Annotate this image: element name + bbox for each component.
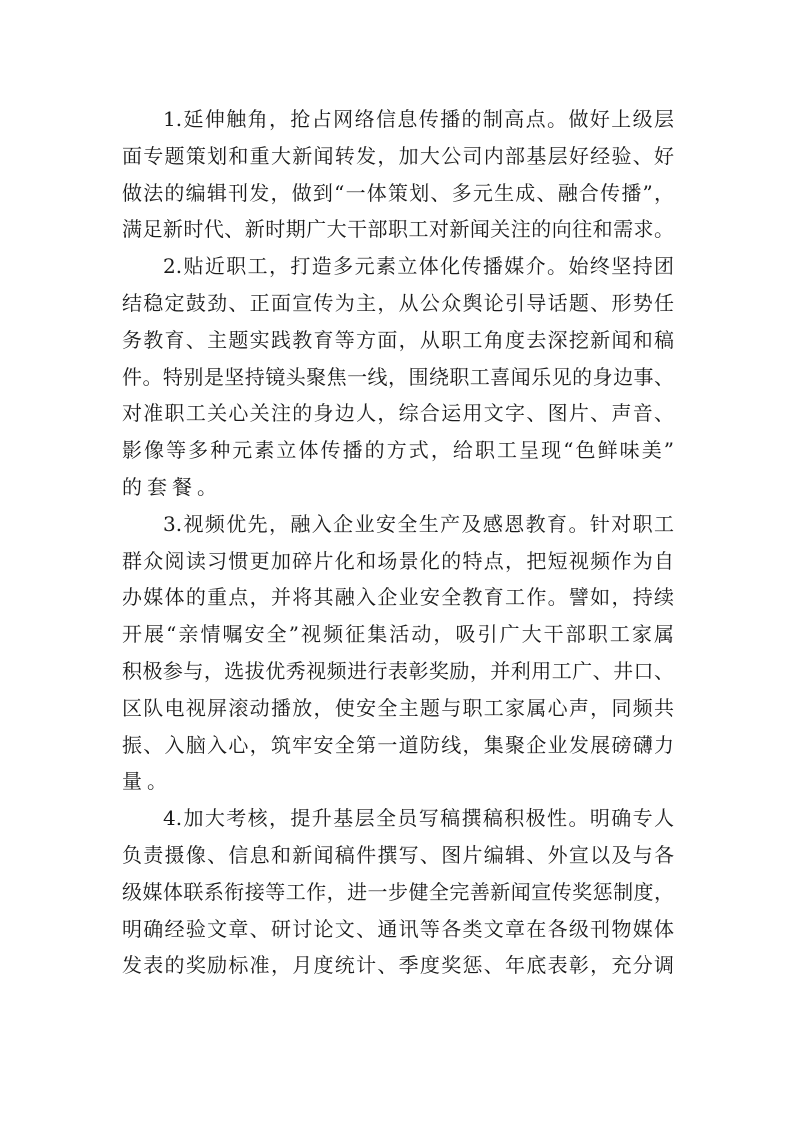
paragraph-line: 务教育、主题实践教育等方面，从职工角度去深挖新闻和稿 bbox=[122, 327, 674, 352]
paragraph-line: 件。特别是坚持镜头聚焦一线，围绕职工喜闻乐见的身边事、 bbox=[122, 364, 674, 389]
paragraph-line: 3.视频优先，融入企业安全生产及感恩教育。针对职工 bbox=[163, 511, 674, 536]
paragraph-line: 级媒体联系衔接等工作，进一步健全完善新闻宣传奖惩制度， bbox=[122, 879, 674, 904]
paragraph-line: 对准职工关心关注的身边人，综合运用文字、图片、声音、 bbox=[122, 401, 674, 426]
paragraph-line: 积极参与，选拔优秀视频进行表彰奖励，并利用工广、井口、 bbox=[122, 658, 674, 683]
paragraph-line: 4.加大考核，提升基层全员写稿撰稿积极性。明确专人 bbox=[163, 806, 674, 831]
paragraph-line: 负责摄像、信息和新闻稿件撰写、图片编辑、外宣以及与各 bbox=[122, 842, 674, 867]
paragraph-line: 满足新时代、新时期广大干部职工对新闻关注的向往和需求。 bbox=[122, 217, 674, 242]
paragraph-line: 1.延伸触角，抢占网络信息传播的制高点。做好上级层 bbox=[163, 107, 674, 131]
paragraph-line: 的套餐。 bbox=[122, 474, 222, 499]
paragraph-1 bbox=[122, 101, 678, 248]
paragraph-line: 振、入脑入心，筑牢安全第一道防线，集聚企业发展磅礴力 bbox=[122, 732, 674, 757]
paragraph-line: 结稳定鼓劲、正面宣传为主，从公众舆论引导话题、形势任 bbox=[122, 290, 674, 315]
paragraph-line: 做法的编辑刊发，做到“一体策划、多元生成、融合传播”， bbox=[122, 180, 674, 205]
document-body bbox=[122, 101, 678, 984]
paragraph-line: 影像等多种元素立体传播的方式，给职工呈现“色鲜味美” bbox=[122, 438, 674, 463]
paragraph-line: 2.贴近职工，打造多元素立体化传播媒介。始终坚持团 bbox=[163, 254, 674, 279]
paragraph-line: 量。 bbox=[122, 769, 172, 794]
paragraph-line: 明确经验文章、研讨论文、通讯等各类文章在各级刊物媒体 bbox=[122, 916, 674, 941]
paragraph-line: 开展“亲情嘱安全”视频征集活动，吸引广大干部职工家属 bbox=[122, 622, 674, 647]
paragraph-4 bbox=[122, 800, 678, 984]
paragraph-line: 区队电视屏滚动播放，使安全主题与职工家属心声，同频共 bbox=[122, 695, 674, 720]
paragraph-line: 群众阅读习惯更加碎片化和场景化的特点，把短视频作为自 bbox=[122, 548, 674, 573]
paragraph-3 bbox=[122, 506, 678, 800]
paragraph-line: 办媒体的重点，并将其融入企业安全教育工作。譬如，持续 bbox=[122, 585, 674, 610]
paragraph-2 bbox=[122, 248, 678, 506]
paragraph-line: 面专题策划和重大新闻转发，加大公司内部基层好经验、好 bbox=[122, 143, 674, 168]
paragraph-line: 发表的奖励标准，月度统计、季度奖惩、年底表彰，充分调 bbox=[122, 953, 674, 978]
